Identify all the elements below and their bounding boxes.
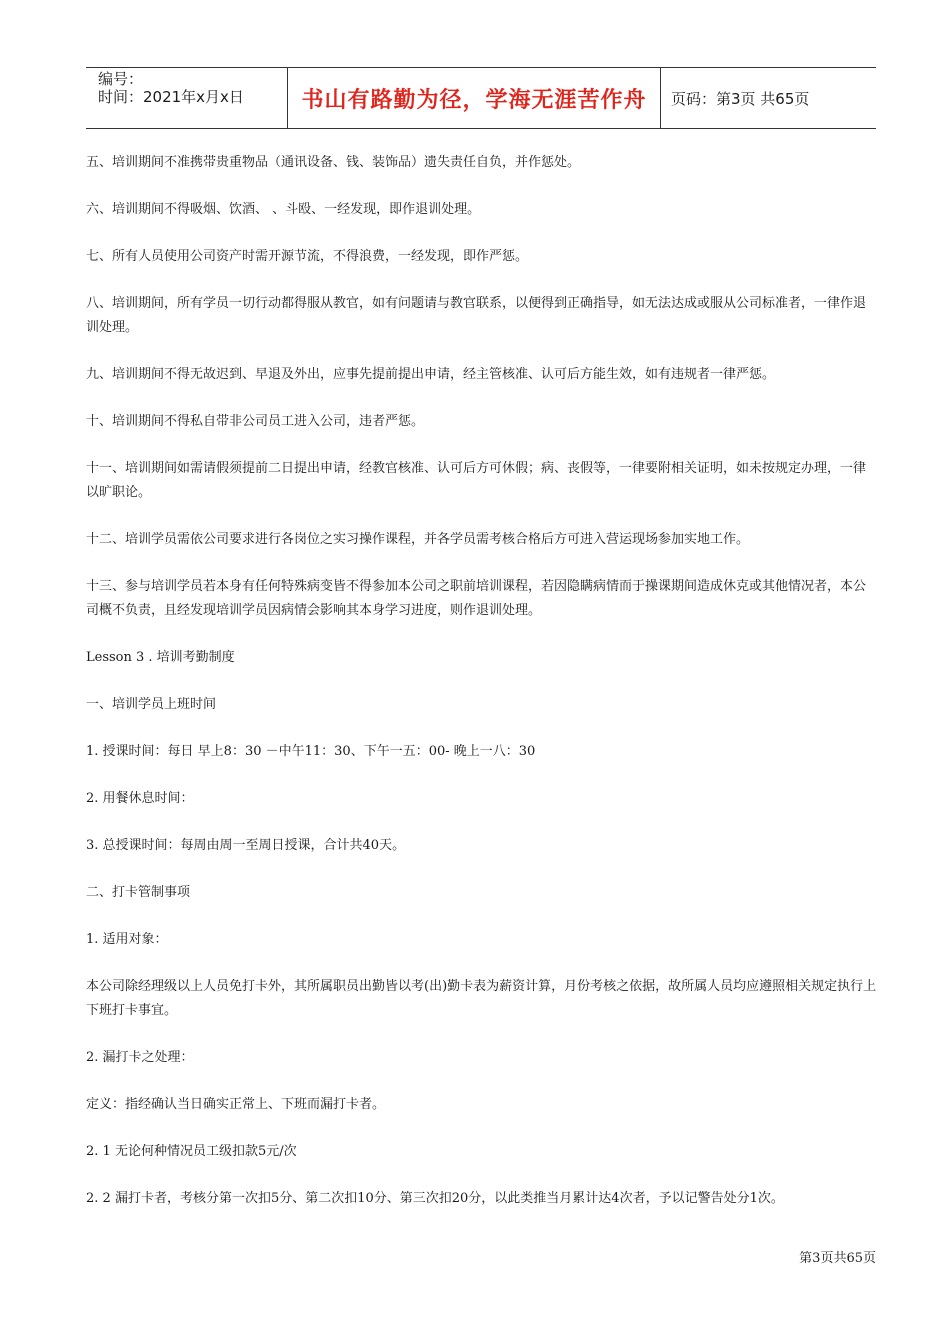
paragraph: 十一、培训期间如需请假须提前二日提出申请，经教官核准、认可后方可休假；病、丧假等，一律要附相关证明，如未按规定办理，一律以旷职论。 bbox=[86, 461, 867, 500]
paragraph: 七、所有人员使用公司资产时需开源节流，不得浪费，一经发现，即作严惩。 bbox=[86, 249, 529, 264]
paragraph: 2. 漏打卡之处理： bbox=[86, 1050, 194, 1065]
paragraph: 定义：指经确认当日确实正常上、下班而漏打卡者。 bbox=[86, 1097, 386, 1112]
paragraph: 八、培训期间，所有学员一切行动都得服从教官，如有问题请与教官联系，以便得到正确指导，如无法达成或服从公司标准者，一律作退训处理。 bbox=[86, 296, 867, 335]
section-heading: 二、打卡管制事项 bbox=[86, 885, 191, 900]
page-footer: 第3页共65页 bbox=[799, 1251, 876, 1266]
motto: 书山有路勤为径，学海无涯苦作舟 bbox=[288, 68, 661, 128]
paragraph: 六、培训期间不得吸烟、饮酒、 、斗殴、一经发现，即作退训处理。 bbox=[86, 202, 481, 217]
paragraph: 十、培训期间不得私自带非公司员工进入公司，违者严惩。 bbox=[86, 414, 425, 429]
page-label: 页码：第3页 共65页 bbox=[671, 89, 810, 108]
paragraph: 九、培训期间不得无故迟到、早退及外出，应事先提前提出申请，经主管核准、认可后方能生效，如有违规者一律严惩。 bbox=[86, 367, 776, 382]
paragraph: 十三、参与培训学员若本身有任何特殊病变皆不得参加本公司之职前培训课程，若因隐瞒病情而于操课期间造成休克或其他情况者，本公司概不负责，且经发现培训学员因病情会影响其本身学习进度，则作退训处理。 bbox=[86, 579, 867, 618]
paragraph: 2. 1 无论何种情况员工级扣款5元/次 bbox=[86, 1144, 297, 1159]
paragraph: 五、培训期间不准携带贵重物品（通讯设备、钱、装饰品）遗失责任自负，并作惩处。 bbox=[86, 155, 581, 170]
document-header bbox=[86, 67, 876, 129]
paragraph: 本公司除经理级以上人员免打卡外，其所属职员出勤皆以考(出)勤卡表为薪资计算，月份考核之依据，故所属人员均应遵照相关规定执行上下班打卡事宜。 bbox=[86, 979, 877, 1018]
paragraph: 1. 适用对象： bbox=[86, 932, 168, 947]
time-label: 时间：2021年x月x日 bbox=[98, 88, 244, 106]
paragraph: 1. 授课时间：每日 早上8：30 －中午11：30、下午一五：00- 晚上一八：30 bbox=[86, 744, 536, 759]
paragraph: 2. 用餐休息时间： bbox=[86, 791, 194, 806]
header-left-cell bbox=[86, 68, 288, 128]
number-label: 编号： bbox=[98, 70, 144, 88]
lesson-heading: Lesson 3 . 培训考勤制度 bbox=[86, 650, 235, 665]
section-heading: 一、培训学员上班时间 bbox=[86, 697, 217, 712]
document-body bbox=[86, 151, 878, 1234]
paragraph: 十二、培训学员需依公司要求进行各岗位之实习操作课程，并各学员需考核合格后方可进入营运现场参加实地工作。 bbox=[86, 532, 750, 547]
paragraph: 2. 2 漏打卡者，考核分第一次扣5分、第二次扣10分、第三次扣20分，以此类推当月累计达4次者，予以记警告处分1次。 bbox=[86, 1191, 784, 1206]
paragraph: 3. 总授课时间：每周由周一至周日授课，合计共40天。 bbox=[86, 838, 406, 853]
